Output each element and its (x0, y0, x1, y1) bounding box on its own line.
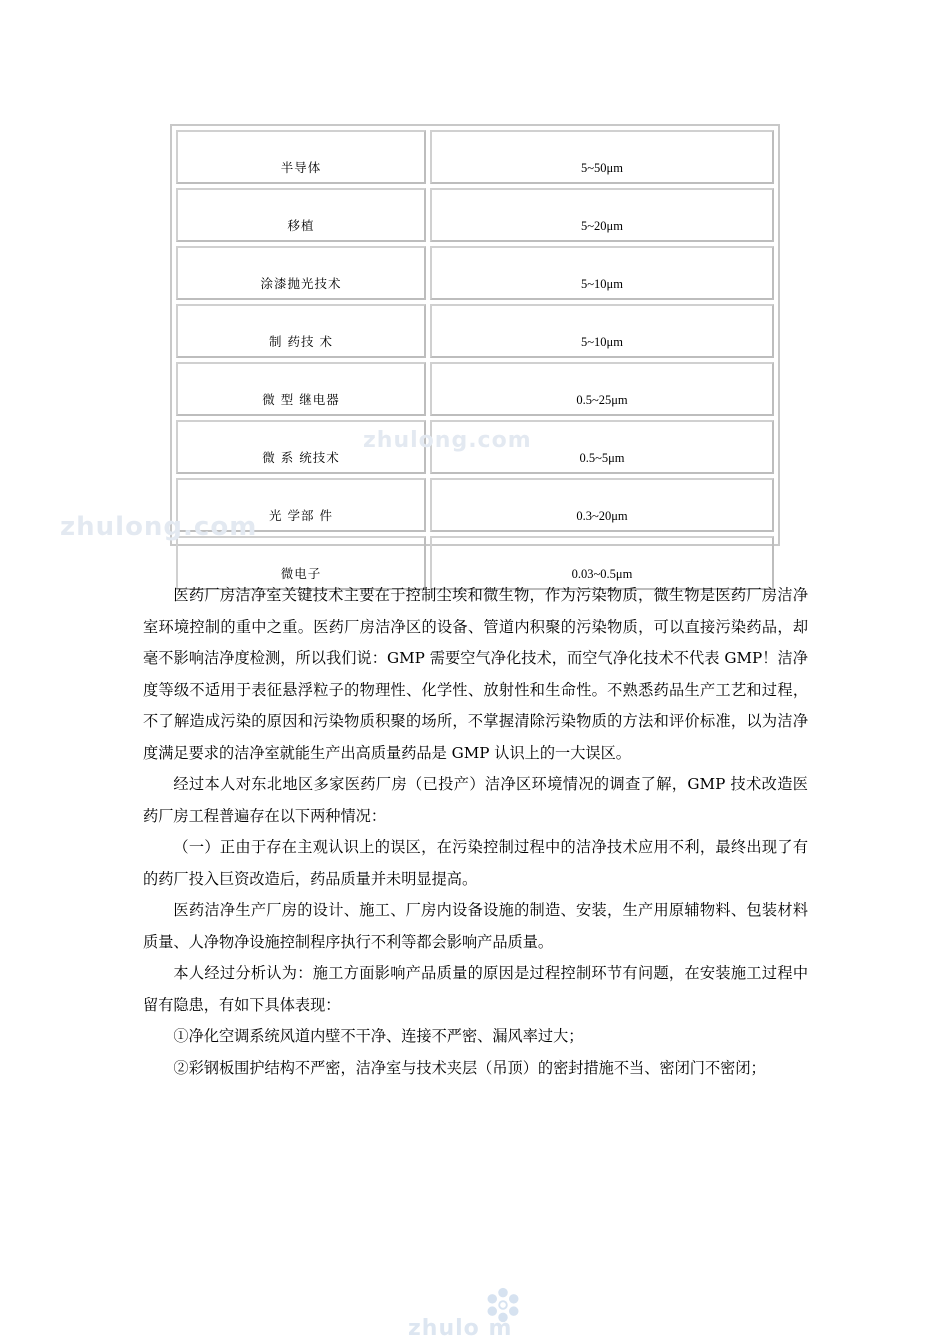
table-row (176, 246, 774, 300)
paragraph: 医药厂房洁净室关键技术主要在于控制尘埃和微生物，作为污染物质，微生物是医药厂房洁净室环境控制的重中之重。医药厂房洁净区的设备、管道内积聚的污染物质，可以直接污染药品，却毫不影响洁净度检测，所以我们说：GMP 需要空气净化技术，而空气净化技术不代表 GMP！洁净度等级不适用于表征悬浮粒子的物理性、化学性、放射性和生命性。不熟悉药品生产工艺和过程，不了解造成污染的原因和污染物质积聚的场所，不掌握清除污染物质的方法和评价标准，以为洁净度满足要求的洁净室就能生产出高质量药品是 GMP 认识上的一大误区。 (143, 586, 808, 762)
industry-cell: 移植 (176, 188, 426, 242)
table-row (176, 304, 774, 358)
size-range-cell: 5~10μm (430, 304, 774, 358)
industry-cell: 半导体 (176, 130, 426, 184)
size-range-cell: 5~10μm (430, 246, 774, 300)
body-text (143, 580, 808, 1084)
table-row (176, 362, 774, 416)
table-row (176, 478, 774, 532)
paragraph: ①净化空调系统风道内壁不干净、连接不严密、漏风率过大； (173, 1027, 584, 1045)
paragraph: 本人经过分析认为：施工方面影响产品质量的原因是过程控制环节有问题，在安装施工过程中留有隐患，有如下具体表现： (143, 964, 808, 1014)
industry-cell: 微 系 统技术 (176, 420, 426, 474)
paragraph: 医药洁净生产厂房的设计、施工、厂房内设备设施的制造、安装，生产用原辅物料、包装材料质量、人净物净设施控制程序执行不利等都会影响产品质量。 (143, 901, 808, 951)
industry-cell: 微 型 继电器 (176, 362, 426, 416)
paragraph: ②彩钢板围护结构不严密，洁净室与技术夹层（吊顶）的密封措施不当、密闭门不密闭； (173, 1058, 766, 1077)
size-range-cell: 5~50μm (430, 130, 774, 184)
table-row (176, 188, 774, 242)
watermark-logo-text: zhulo m (408, 1316, 513, 1341)
watermark-text: zhulong.com (60, 512, 258, 542)
table-row (176, 130, 774, 184)
particle-size-table (170, 124, 780, 581)
size-range-cell: 0.5~5μm (430, 420, 774, 474)
industry-cell: 涂漆抛光技术 (176, 246, 426, 300)
industry-cell: 微电子 (176, 536, 426, 590)
watermark-text: zhulong.com (363, 428, 532, 453)
paragraph: （一）正由于存在主观认识上的误区，在污染控制过程中的洁净技术应用不利，最终出现了有的药厂投入巨资改造后，药品质量并未明显提高。 (143, 838, 808, 888)
size-range-cell: 5~20μm (430, 188, 774, 242)
industry-cell: 制 药技 术 (176, 304, 426, 358)
size-range-cell: 0.03~0.5μm (430, 536, 774, 590)
size-range-cell: 0.3~20μm (430, 478, 774, 532)
size-range-cell: 0.5~25μm (430, 362, 774, 416)
spec-table (172, 126, 778, 594)
industry-cell: 光 学部 件 (176, 478, 426, 532)
paragraph: 经过本人对东北地区多家医药厂房（已投产）洁净区环境情况的调查了解，GMP 技术改造医药厂房工程普遍存在以下两种情况： (143, 775, 808, 825)
